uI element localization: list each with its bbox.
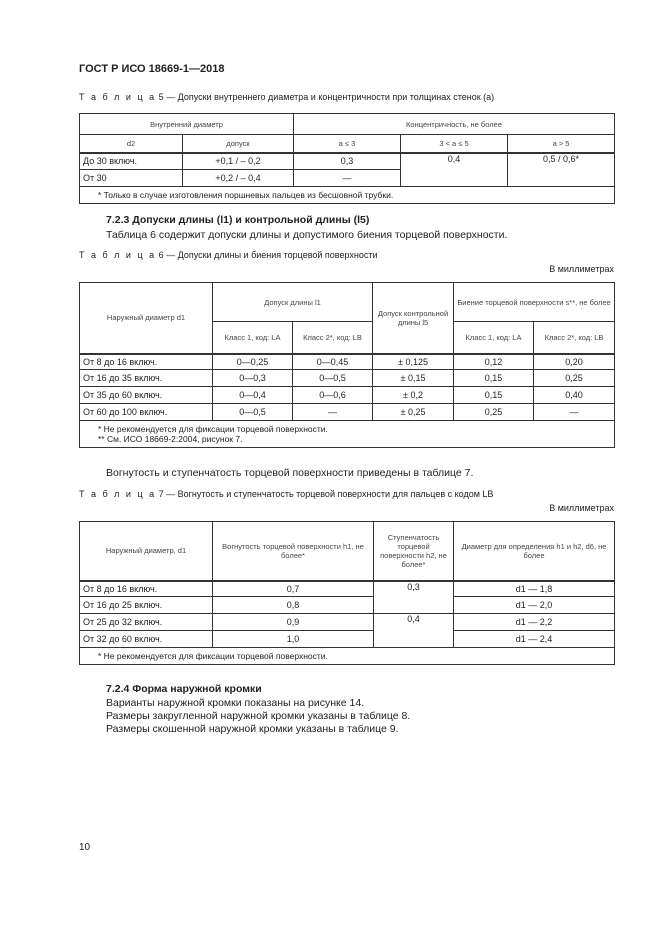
text: Размеры скошенной наружной кромки указаны в таблице 9. xyxy=(106,723,399,735)
table-cell: 0,25 xyxy=(454,404,534,421)
table5 xyxy=(79,113,615,204)
table-row xyxy=(80,631,615,648)
table-row xyxy=(80,354,615,370)
table6-caption xyxy=(79,250,378,260)
table-row xyxy=(80,522,615,581)
table-cell: Класс 1, код: LA xyxy=(454,322,534,354)
table-cell: 0—0,4 xyxy=(213,387,293,404)
standard-header: ГОСТ Р ИСО 18669-1—2018 xyxy=(79,63,225,75)
table-cell: 0,4 xyxy=(374,614,454,648)
text: Варианты наружной кромки показаны на рисунке 14. xyxy=(106,697,365,709)
table-cell: Внутренний диаметр xyxy=(80,114,294,135)
table-cell: Биение торцевой поверхности s**, не более xyxy=(454,283,615,322)
table-cell: d1 — 2,4 xyxy=(454,631,615,648)
table-cell: Диаметр для определения h1 и h2, d6, не более xyxy=(454,522,615,581)
table-row xyxy=(80,648,615,665)
table-cell: 0,7 xyxy=(213,581,374,597)
table-cell: 0—0,25 xyxy=(213,354,293,370)
footnote xyxy=(80,421,615,448)
table-row xyxy=(80,597,615,614)
table-cell: — xyxy=(293,404,373,421)
table-cell: Вогнутость торцевой поверхности h1, не более* xyxy=(213,522,374,581)
table7-caption xyxy=(79,489,493,499)
table-row xyxy=(80,404,615,421)
table6 xyxy=(79,282,615,448)
table-cell: Ступенчатость торцевой поверхности h2, не более* xyxy=(374,522,454,581)
table-cell: 0,20 xyxy=(534,354,615,370)
table-cell: ± 0,15 xyxy=(373,370,454,387)
table-cell: От 32 до 60 включ. xyxy=(80,631,213,648)
section-7-2-4-title: 7.2.4 Форма наружной кромки xyxy=(106,683,262,695)
table-cell: d1 — 2,2 xyxy=(454,614,615,631)
text: Т а б л и ц а xyxy=(79,92,157,102)
table-cell: От 25 до 32 включ. xyxy=(80,614,213,631)
text: * Не рекомендуется для фиксации торцевой поверхности. xyxy=(98,424,328,434)
text: 7 — Вогнутость и ступенчатость торцевой поверхности для пальцев с кодом LB xyxy=(158,489,494,499)
table-cell: допуск xyxy=(183,135,294,153)
table-cell: Наружный диаметр, d1 xyxy=(80,522,213,581)
table-cell: 0—0,5 xyxy=(213,404,293,421)
table-cell: 0—0,5 xyxy=(293,370,373,387)
table-cell: 0—0,45 xyxy=(293,354,373,370)
table-cell: 3 < a ≤ 5 xyxy=(401,135,508,153)
table-cell: От 30 xyxy=(80,170,183,187)
table-cell: 0,5 / 0,6* xyxy=(508,153,615,187)
table-cell: a ≤ 3 xyxy=(294,135,401,153)
paragraph: Таблица 6 содержит допуски длины и допустимого биения торцевой поверхности. xyxy=(106,229,508,241)
table-cell: ± 0,25 xyxy=(373,404,454,421)
table-cell: Класс 2*, код: LB xyxy=(534,322,615,354)
table-row xyxy=(80,135,615,153)
table-cell: +0,1 / – 0,2 xyxy=(183,153,294,170)
table-cell: d1 — 2,0 xyxy=(454,597,615,614)
text: 6 — Допуски длины и биения торцевой поверхности xyxy=(158,250,378,260)
table-cell: +0,2 / – 0,4 xyxy=(183,170,294,187)
paragraph: Вогнутость и ступенчатость торцевой поверхности приведены в таблице 7. xyxy=(106,467,474,479)
section-7-2-4-body xyxy=(106,697,410,736)
table-cell: Допуск контрольной длины l5 xyxy=(373,283,454,354)
table-cell: — xyxy=(294,170,401,187)
table-cell: От 35 до 60 включ. xyxy=(80,387,213,404)
table-cell: 0,4 xyxy=(401,153,508,187)
table-cell: Наружный диаметр d1 xyxy=(80,283,213,354)
table-cell: d1 — 1,8 xyxy=(454,581,615,597)
table-row xyxy=(80,614,615,631)
table-cell: От 8 до 16 включ. xyxy=(80,354,213,370)
table-cell: От 16 до 25 включ. xyxy=(80,597,213,614)
units-label: В миллиметрах xyxy=(549,264,614,274)
units-label: В миллиметрах xyxy=(549,503,614,513)
table-cell: 0,3 xyxy=(374,581,454,614)
table-row xyxy=(80,387,615,404)
table-cell: От 16 до 35 включ. xyxy=(80,370,213,387)
table-row xyxy=(80,283,615,322)
table-cell: От 8 до 16 включ. xyxy=(80,581,213,597)
table-cell: a > 5 xyxy=(508,135,615,153)
table-cell: 0,8 xyxy=(213,597,374,614)
section-7-2-3-title: 7.2.3 Допуски длины (l1) и контрольной длины (l5) xyxy=(106,214,370,226)
table-cell: 0—0,3 xyxy=(213,370,293,387)
table-cell: 1,0 xyxy=(213,631,374,648)
table-cell: Допуск длины l1 xyxy=(213,283,373,322)
table-row xyxy=(80,187,615,204)
text: ** См. ИСО 18669-2:2004, рисунок 7. xyxy=(98,434,243,444)
table-cell: Концентричность, не более xyxy=(294,114,615,135)
table-cell: 0,15 xyxy=(454,370,534,387)
table-cell: 0,25 xyxy=(534,370,615,387)
table-row xyxy=(80,421,615,448)
table-cell: От 60 до 100 включ. xyxy=(80,404,213,421)
table-cell: Класс 1, код: LA xyxy=(213,322,293,354)
text: 5 — Допуски внутреннего диаметра и концентричности при толщинах стенок (a) xyxy=(158,92,495,102)
text: Т а б л и ц а xyxy=(79,250,157,260)
table-row xyxy=(80,153,615,170)
table-cell: ± 0,125 xyxy=(373,354,454,370)
table-cell: 0,15 xyxy=(454,387,534,404)
table-row xyxy=(80,581,615,597)
text: Т а б л и ц а xyxy=(79,489,157,499)
table-cell: 0—0,6 xyxy=(293,387,373,404)
table-cell: До 30 включ. xyxy=(80,153,183,170)
footnote: * Только в случае изготовления поршневых пальцев из бесшовной трубки. xyxy=(80,187,615,204)
table-cell: Класс 2*, код: LB xyxy=(293,322,373,354)
table-cell: d2 xyxy=(80,135,183,153)
table-cell: ± 0,2 xyxy=(373,387,454,404)
table-cell: 0,40 xyxy=(534,387,615,404)
table7 xyxy=(79,521,615,665)
table-cell: 0,9 xyxy=(213,614,374,631)
footnote: * Не рекомендуется для фиксации торцевой поверхности. xyxy=(80,648,615,665)
table-row xyxy=(80,114,615,135)
table-cell: — xyxy=(534,404,615,421)
table-cell: 0,3 xyxy=(294,153,401,170)
text: Размеры закругленной наружной кромки указаны в таблице 8. xyxy=(106,710,411,722)
page-number: 10 xyxy=(79,842,91,853)
table5-caption xyxy=(79,92,494,102)
table-cell: 0,12 xyxy=(454,354,534,370)
table-row xyxy=(80,370,615,387)
